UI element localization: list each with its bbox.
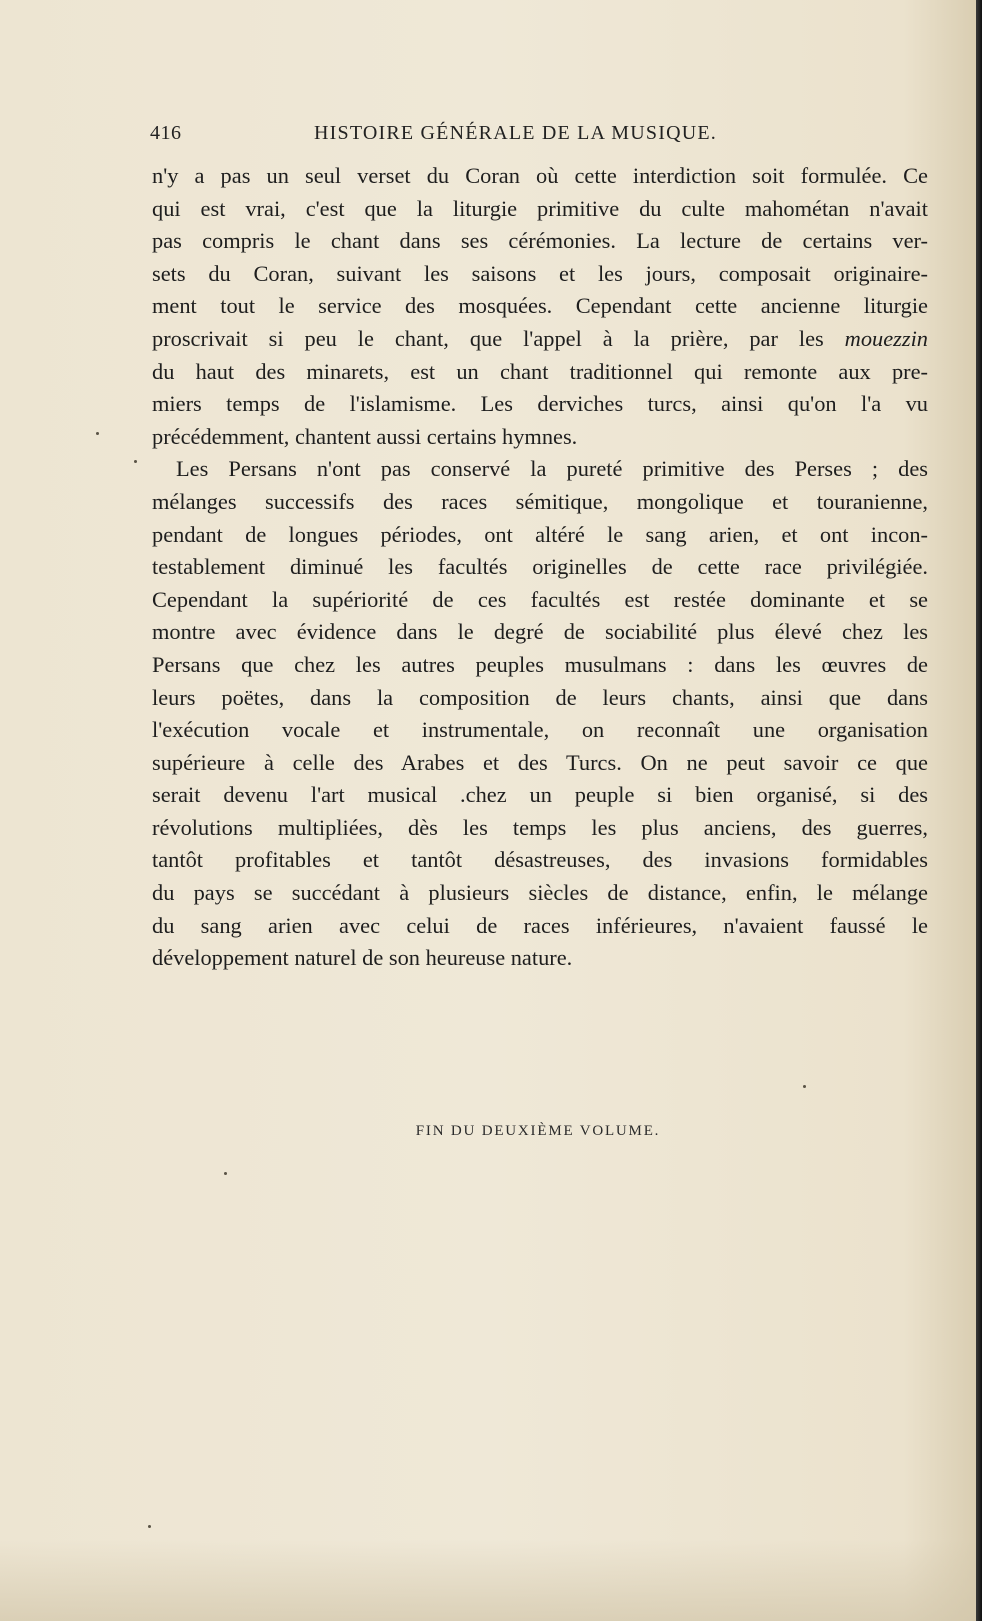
text-line: précédemment, chantent aussi certains hymnes. bbox=[152, 423, 578, 449]
text-line-segment: proscrivait si peu le chant, que l'appel à la prière, par les bbox=[152, 325, 845, 351]
running-head bbox=[150, 122, 925, 152]
paper-speck bbox=[96, 432, 99, 435]
text-line: ment tout le service des mosquées. Cependant cette ancienne liturgie bbox=[152, 293, 928, 319]
text-line: pendant de longues périodes, ont altéré le sang arien, et ont incon- bbox=[152, 521, 928, 547]
text-line: développement naturel de son heureuse nature. bbox=[152, 945, 573, 971]
body-text bbox=[152, 160, 928, 975]
paper-speck bbox=[803, 1085, 806, 1088]
paper-speck bbox=[148, 1525, 151, 1528]
text-line: testablement diminué les facultés originelles de cette race privilégiée. bbox=[152, 554, 928, 580]
text-line: du sang arien avec celui de races inférieures, n'avaient faussé le bbox=[152, 912, 928, 938]
text-line: serait devenu l'art musical .chez un peuple si bien organisé, si des bbox=[152, 782, 928, 808]
page-shadow bbox=[0, 1540, 982, 1621]
text-line: du pays se succédant à plusieurs siècles de distance, enfin, le mélange bbox=[152, 880, 928, 906]
paper-speck bbox=[224, 1172, 227, 1175]
paragraph-start-line: Les Persans n'ont pas conservé la pureté primitive des Perses ; des bbox=[176, 456, 928, 482]
running-title: HISTOIRE GÉNÉRALE DE LA MUSIQUE. bbox=[314, 122, 718, 144]
paper-speck bbox=[134, 460, 137, 463]
text-line: qui est vrai, c'est que la liturgie primitive du culte mahométan n'avait bbox=[152, 195, 928, 221]
text-line: montre avec évidence dans le degré de sociabilité plus élevé chez les bbox=[152, 619, 928, 645]
text-line: Cependant la supériorité de ces facultés est restée dominante et se bbox=[152, 586, 928, 612]
text-line: mélanges successifs des races sémitique, mongolique et touranienne, bbox=[152, 488, 928, 514]
text-line: miers temps de l'islamisme. Les derviches turcs, ainsi qu'on l'a vu bbox=[152, 391, 928, 417]
end-of-volume-note: FIN DU DEUXIÈME VOLUME. bbox=[415, 1123, 661, 1139]
scan-margin bbox=[982, 0, 1000, 1621]
text-line: sets du Coran, suivant les saisons et les jours, composait originaire- bbox=[152, 260, 928, 286]
text-line: l'exécution vocale et instrumentale, on reconnaît une organisation bbox=[152, 717, 928, 743]
text-line: du haut des minarets, est un chant traditionnel qui remonte aux pre- bbox=[152, 358, 928, 384]
text-line: supérieure à celle des Arabes et des Turcs. On ne peut savoir ce que bbox=[152, 749, 928, 775]
italic-term: mouezzin bbox=[844, 325, 928, 351]
text-line: pas compris le chant dans ses cérémonies. La lecture de certains ver- bbox=[152, 228, 928, 254]
text-line: Persans que chez les autres peuples musulmans : dans les œuvres de bbox=[152, 651, 928, 677]
text-line: révolutions multipliées, dès les temps les plus anciens, des guerres, bbox=[152, 814, 928, 840]
page-number: 416 bbox=[150, 122, 182, 144]
text-line: leurs poëtes, dans la composition de leurs chants, ainsi que dans bbox=[152, 684, 928, 710]
text-line: n'y a pas un seul verset du Coran où cette interdiction soit formulée. Ce bbox=[152, 163, 928, 188]
text-line-with-italic bbox=[152, 323, 928, 356]
text-line: tantôt profitables et tantôt désastreuses, des invasions formidables bbox=[152, 847, 928, 873]
